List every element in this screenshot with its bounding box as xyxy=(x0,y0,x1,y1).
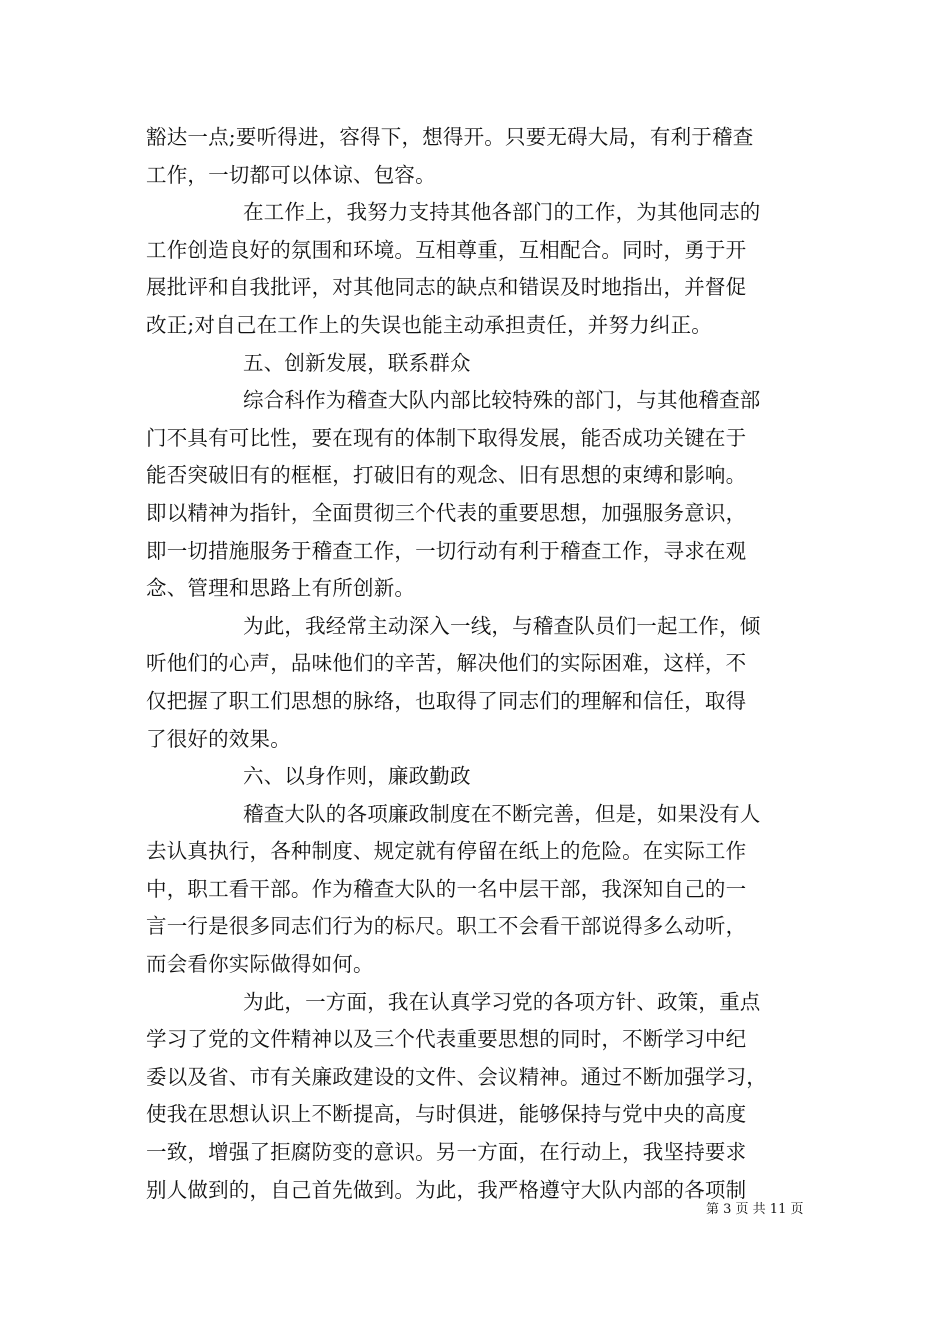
body-line: 即一切措施服务于稽查工作，一切行动有利于稽查工作，寻求在观 xyxy=(146,538,747,563)
page-number-footer: 第 3 页 共 11 页 xyxy=(706,1202,804,1217)
document-body xyxy=(146,119,810,1209)
body-line: 能否突破旧有的框框，打破旧有的观念、旧有思想的束缚和影响。 xyxy=(146,463,747,488)
body-line: 为此，我经常主动深入一线，与稽查队员们一起工作，倾 xyxy=(243,613,761,638)
body-line: 学习了党的文件精神以及三个代表重要思想的同时，不断学习中纪 xyxy=(146,1027,747,1052)
section-heading: 六、以身作则，廉政勤政 xyxy=(243,764,471,789)
body-line: 即以精神为指针，全面贯彻三个代表的重要思想，加强服务意识， xyxy=(146,500,747,525)
body-line: 了很好的效果。 xyxy=(146,726,291,751)
body-line: 听他们的心声，品味他们的辛苦，解决他们的实际困难，这样，不 xyxy=(146,651,747,676)
body-line: 改正;对自己在工作上的失误也能主动承担责任，并努力纠正。 xyxy=(146,312,713,337)
body-line: 言一行是很多同志们行为的标尺。职工不会看干部说得多么动听， xyxy=(146,914,747,939)
body-line: 去认真执行，各种制度、规定就有停留在纸上的危险。在实际工作 xyxy=(146,839,747,864)
body-line: 使我在思想认识上不断提高，与时俱进，能够保持与党中央的高度 xyxy=(146,1102,747,1127)
body-line: 仅把握了职工们思想的脉络，也取得了同志们的理解和信任，取得 xyxy=(146,688,747,713)
body-line: 一致，增强了拒腐防变的意识。另一方面，在行动上，我坚持要求 xyxy=(146,1140,747,1165)
body-line: 为此，一方面，我在认真学习党的各项方针、政策，重点 xyxy=(243,989,761,1014)
body-line: 念、管理和思路上有所创新。 xyxy=(146,576,416,601)
body-line: 而会看你实际做得如何。 xyxy=(146,952,374,977)
body-line: 委以及省、市有关廉政建设的文件、会议精神。通过不断加强学习， xyxy=(146,1064,767,1089)
body-line: 综合科作为稽查大队内部比较特殊的部门，与其他稽查部 xyxy=(243,388,761,413)
body-line: 中，职工看干部。作为稽查大队的一名中层干部，我深知自己的一 xyxy=(146,876,747,901)
section-heading: 五、创新发展，联系群众 xyxy=(243,350,471,375)
body-line: 工作创造良好的氛围和环境。互相尊重，互相配合。同时，勇于开 xyxy=(146,237,747,262)
body-line: 展批评和自我批评，对其他同志的缺点和错误及时地指出，并督促 xyxy=(146,275,747,300)
body-line: 别人做到的，自己首先做到。为此，我严格遵守大队内部的各项制 xyxy=(146,1177,747,1202)
body-line: 工作，一切都可以体谅、包容。 xyxy=(146,162,436,187)
body-line: 豁达一点;要听得进，容得下，想得开。只要无碍大局，有利于稽查 xyxy=(146,125,754,149)
body-line: 在工作上，我努力支持其他各部门的工作，为其他同志的 xyxy=(243,200,761,225)
body-line: 稽查大队的各项廉政制度在不断完善，但是，如果没有人 xyxy=(243,801,761,826)
body-line: 门不具有可比性，要在现有的体制下取得发展，能否成功关键在于 xyxy=(146,425,747,450)
